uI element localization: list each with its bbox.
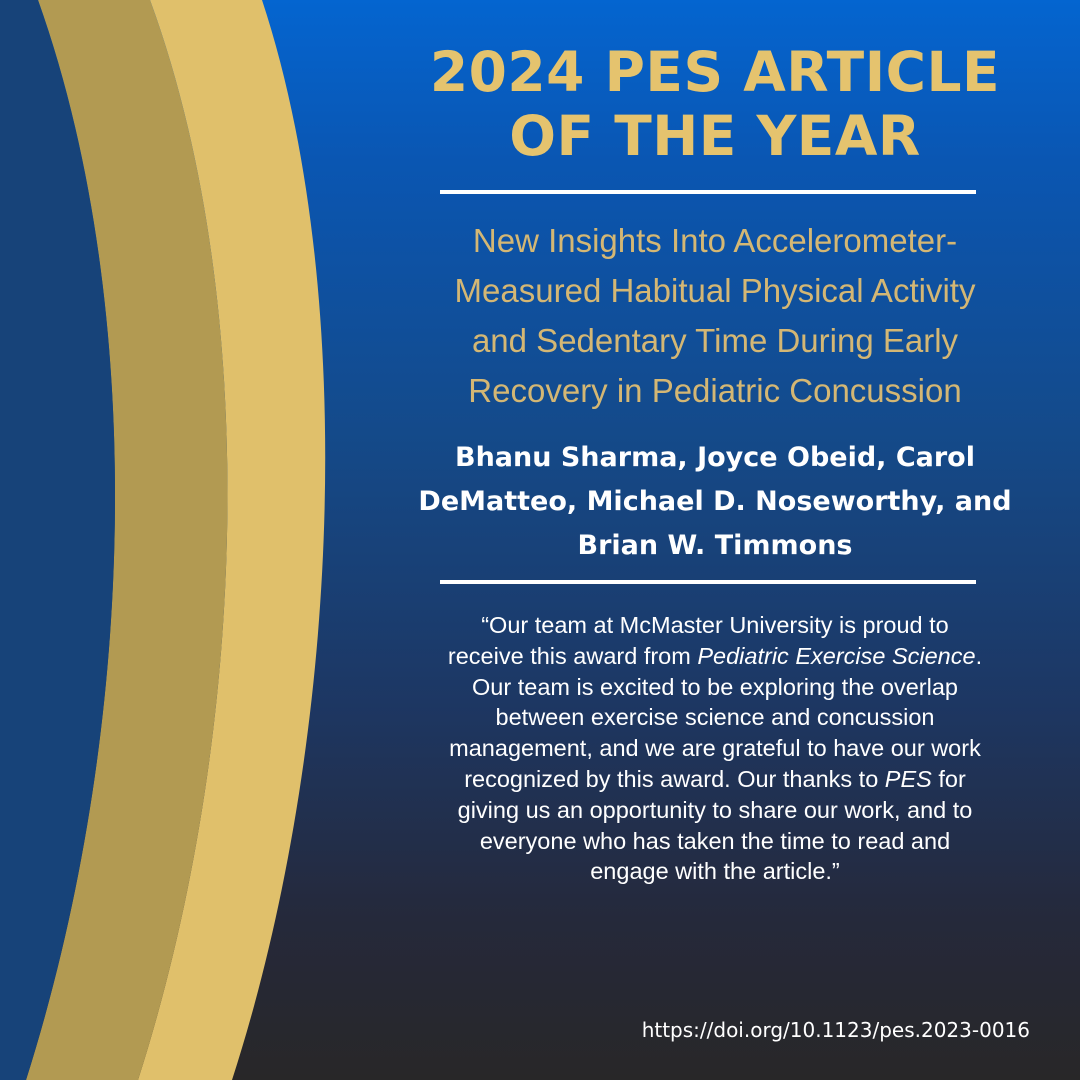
journal-name: Pediatric Exercise Science bbox=[697, 642, 976, 669]
doi-link[interactable]: https://doi.org/10.1123/pes.2023-0016 bbox=[641, 1018, 1030, 1042]
quote-line: between exercise science and concussion bbox=[495, 704, 935, 731]
award-title-line: OF THE YEAR bbox=[509, 104, 921, 168]
quote-line: “Our team at McMaster University is proud to bbox=[481, 612, 949, 638]
divider-bottom bbox=[440, 580, 976, 584]
quote-line: for bbox=[931, 765, 966, 792]
article-title-line: and Sedentary Time During Early bbox=[471, 322, 959, 359]
author-line: Brian W. Timmons bbox=[577, 530, 853, 561]
quote-line: . bbox=[975, 642, 983, 669]
author-line: Bhanu Sharma, Joyce Obeid, Carol bbox=[455, 442, 975, 473]
article-title-line: Measured Habitual Physical Activity bbox=[454, 272, 976, 309]
quote-line: engage with the article.” bbox=[590, 858, 840, 885]
quote-line: everyone who has taken the time to read and bbox=[479, 827, 951, 854]
quote-line: recognized by this award. Our thanks to bbox=[464, 765, 885, 792]
quote-line: receive this award from bbox=[447, 642, 698, 669]
article-title-line: New Insights Into Accelerometer- bbox=[472, 222, 958, 259]
journal-abbrev: PES bbox=[884, 765, 932, 792]
author-line: DeMatteo, Michael D. Noseworthy, and bbox=[418, 486, 1012, 517]
quote-line: management, and we are grateful to have our work bbox=[449, 735, 981, 762]
divider-top bbox=[440, 190, 976, 194]
article-title bbox=[390, 216, 1040, 416]
award-title bbox=[370, 40, 1060, 168]
quote-line: Our team is excited to be exploring the overlap bbox=[472, 673, 958, 700]
author-list bbox=[390, 436, 1040, 568]
quote-line: giving us an opportunity to share our work, and to bbox=[457, 796, 973, 823]
article-title-line: Recovery in Pediatric Concussion bbox=[468, 372, 962, 409]
award-title-line: 2024 PES ARTICLE bbox=[429, 40, 1001, 104]
testimonial-quote bbox=[370, 610, 1060, 887]
